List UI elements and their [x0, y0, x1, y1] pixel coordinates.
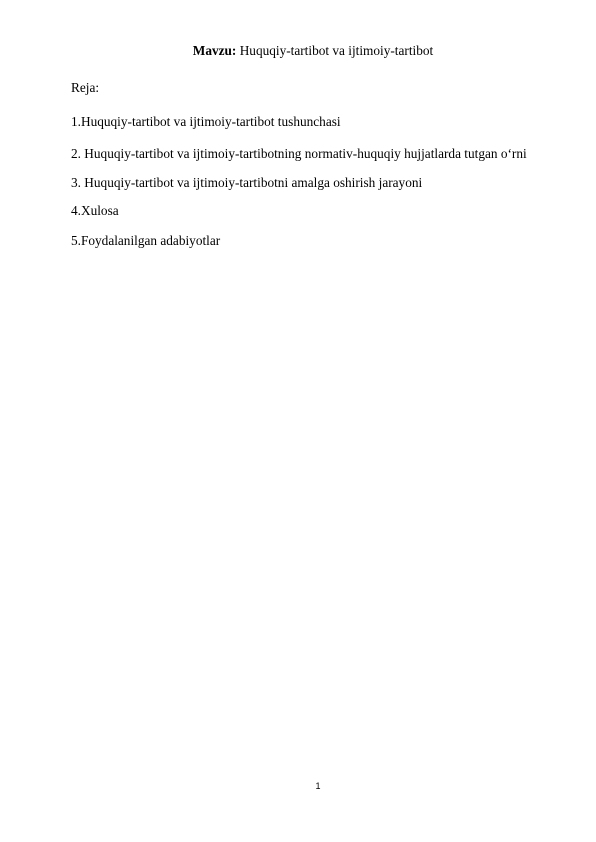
- plan-item-1: 1.Huquqiy-tartibot va ijtimoiy-tartibot tushunchasi: [71, 114, 341, 129]
- plan-item-4: 4.Xulosa: [71, 203, 119, 218]
- plan-item-5: 5.Foydalanilgan adabiyotlar: [71, 233, 221, 248]
- document-title: [0, 43, 596, 59]
- plan-item-3: 3. Huquqiy-tartibot va ijtimoiy-tartibotni amalga oshirish jarayoni: [71, 175, 423, 190]
- plan-item-2: 2. Huquqiy-tartibot va ijtimoiy-tartibotning normativ-huquqiy hujjatlarda tutgan o‘rni: [71, 146, 527, 161]
- title-text: Huquqiy-tartibot va ijtimoiy-tartibot: [239, 43, 434, 58]
- title-label: Mavzu:: [192, 43, 237, 58]
- page-number: 1: [315, 781, 321, 791]
- plan-heading: Reja:: [71, 80, 100, 95]
